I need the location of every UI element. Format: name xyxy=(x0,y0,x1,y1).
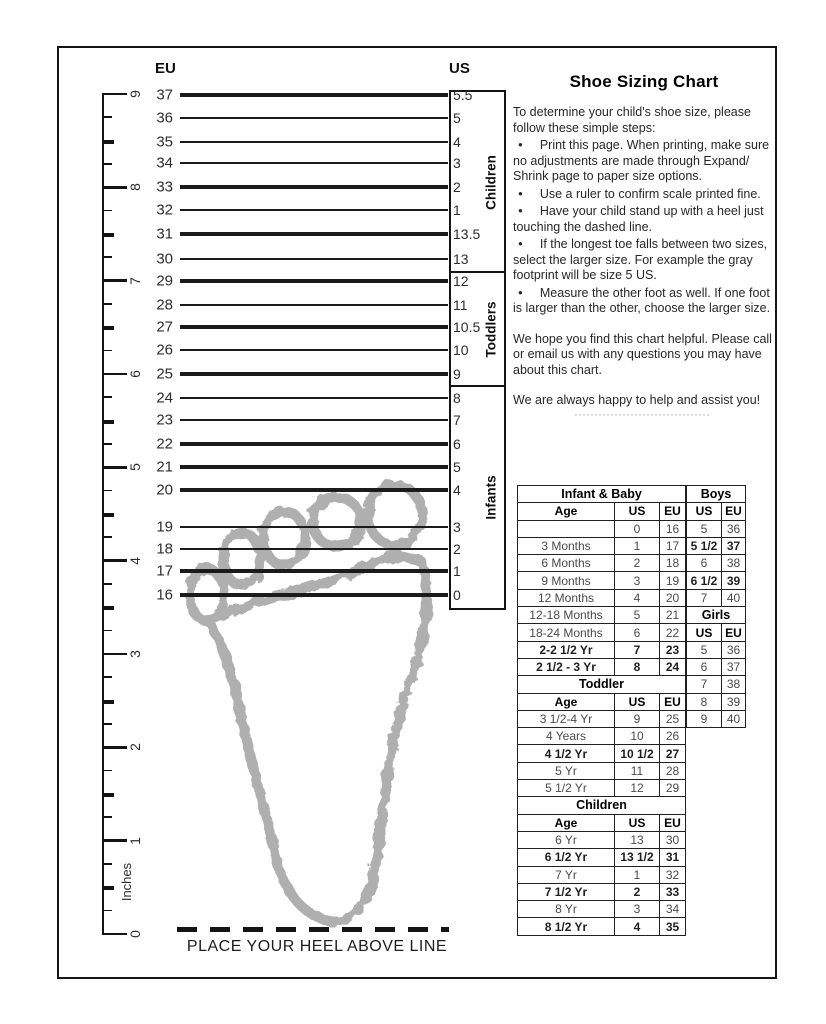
table-cell: 31 xyxy=(660,849,686,866)
table-cell: 22 xyxy=(660,624,686,641)
size-line-eu-20 xyxy=(180,488,448,492)
bullet-text: Measure the other foot as well. If one foot is larger than the other, choose the larger size. xyxy=(513,285,771,315)
eu-size-label: 36 xyxy=(156,109,173,127)
eu-size-label: 26 xyxy=(156,341,173,359)
eu-size-label: 34 xyxy=(156,154,173,172)
us-size-label: 13.5 xyxy=(453,226,481,242)
us-size-label: 2 xyxy=(453,179,461,195)
us-column-header: US xyxy=(449,60,470,77)
table-cell: 28 xyxy=(660,762,686,779)
us-size-label: 1 xyxy=(453,563,461,579)
bullet-dot-icon: ● xyxy=(518,206,523,215)
table-cell: 9 xyxy=(615,710,660,727)
ruler-number: 4 xyxy=(127,556,143,565)
table-section-title: Infant & Baby xyxy=(518,486,686,503)
table-section-title: Boys xyxy=(687,486,746,503)
eu-size-label: 16 xyxy=(156,586,173,604)
size-line-eu-33 xyxy=(180,185,448,189)
table-column-header: EU xyxy=(660,693,686,710)
eu-size-label: 22 xyxy=(156,435,173,453)
table-cell: 6 xyxy=(615,624,660,641)
size-line-eu-29 xyxy=(180,279,448,283)
bullet-dot-icon: ● xyxy=(518,188,523,198)
size-line-eu-35 xyxy=(180,141,448,143)
bullet-dot-icon: ● xyxy=(518,287,523,297)
bullet-dot-icon: ● xyxy=(518,140,523,149)
table-cell: 8 xyxy=(687,693,722,710)
table-cell: 4 Years xyxy=(518,728,615,745)
table-column-header: US xyxy=(687,624,722,641)
table-column-header: US xyxy=(615,503,660,520)
table-cell: 3 xyxy=(615,901,660,918)
us-size-label: 13 xyxy=(453,251,469,267)
table-cell: 6 Yr xyxy=(518,831,615,848)
table-cell: 38 xyxy=(722,555,746,572)
ruler-number: 3 xyxy=(127,650,143,658)
heel-instruction: PLACE YOUR HEEL ABOVE LINE xyxy=(186,938,448,955)
table-cell: 3 xyxy=(615,572,660,589)
table-cell: 17 xyxy=(660,537,686,554)
table-column-header: US xyxy=(615,814,660,831)
table-cell: 7 xyxy=(687,676,722,693)
table-cell: 38 xyxy=(722,676,746,693)
size-line-eu-26 xyxy=(180,349,448,351)
size-line-eu-28 xyxy=(180,304,448,306)
size-scale xyxy=(59,48,775,977)
ruler-number: 7 xyxy=(127,276,143,285)
closing-paragraph: We hope you find this chart helpful. Please call or email us with any questions you may have about this chart. xyxy=(513,331,772,377)
eu-size-label: 17 xyxy=(156,562,173,580)
size-line-eu-22 xyxy=(180,442,448,446)
us-size-label: 5 xyxy=(453,459,461,475)
table-cell: 7 Yr xyxy=(518,866,615,883)
page-title: Shoe Sizing Chart xyxy=(569,72,719,91)
table-cell: 36 xyxy=(722,641,746,658)
table-cell: 37 xyxy=(722,658,746,675)
table-cell: 8 Yr xyxy=(518,901,615,918)
us-size-label: 1 xyxy=(453,202,461,218)
size-line-eu-18 xyxy=(180,548,448,550)
eu-size-label: 19 xyxy=(156,518,173,536)
table-cell: 12 Months xyxy=(518,589,615,606)
table-cell: 10 xyxy=(615,728,660,745)
closing-paragraph: We are always happy to help and assist you! xyxy=(513,393,761,407)
table-cell: 33 xyxy=(660,883,686,900)
table-section-title: Girls xyxy=(687,607,746,624)
table-cell: 8 1/2 Yr xyxy=(518,918,615,935)
eu-size-label: 31 xyxy=(156,225,173,243)
table-cell: 3 Months xyxy=(518,537,615,554)
table-cell: 35 xyxy=(660,918,686,935)
size-line-eu-27 xyxy=(180,325,448,329)
table-column-header: US xyxy=(687,503,722,520)
table-cell: 24 xyxy=(660,658,686,675)
table-section-title: Toddler xyxy=(518,676,686,693)
eu-size-label: 20 xyxy=(156,481,173,499)
chart-frame xyxy=(57,46,777,979)
us-size-label: 10.5 xyxy=(453,319,481,335)
size-line-eu-34 xyxy=(180,162,448,164)
table-cell: 1 xyxy=(615,866,660,883)
table-cell: 7 1/2 Yr xyxy=(518,883,615,900)
table-cell: 6 Months xyxy=(518,555,615,572)
table-cell: 11 xyxy=(615,762,660,779)
eu-size-label: 35 xyxy=(156,133,173,151)
ruler-number: 0 xyxy=(127,930,143,938)
us-size-label: 3 xyxy=(453,519,461,535)
table-cell: 18 xyxy=(660,555,686,572)
table-cell: 9 Months xyxy=(518,572,615,589)
bullet-text: Have your child stand up with a heel just touching the dashed line. xyxy=(513,204,764,234)
table-cell: 5 xyxy=(687,641,722,658)
table-cell: 7 xyxy=(615,641,660,658)
heel-dashed-line xyxy=(177,927,449,932)
table-cell: 13 xyxy=(615,831,660,848)
table-column-header: Age xyxy=(518,814,615,831)
table-cell: 39 xyxy=(722,693,746,710)
table-cell: 12 xyxy=(615,780,660,797)
table-cell: 8 xyxy=(615,658,660,675)
size-line-eu-24 xyxy=(180,397,448,399)
table-cell: 34 xyxy=(660,901,686,918)
size-line-eu-31 xyxy=(180,232,448,236)
us-group-label-infants: Infants xyxy=(483,474,499,520)
eu-size-label: 18 xyxy=(156,540,173,558)
us-size-label: 8 xyxy=(453,390,461,406)
table-cell: 30 xyxy=(660,831,686,848)
eu-size-label: 33 xyxy=(156,178,173,196)
table-cell: 18-24 Months xyxy=(518,624,615,641)
ruler-number: 6 xyxy=(127,370,143,378)
table-cell: 21 xyxy=(660,607,686,624)
bullet-text: If the longest toe falls between two sizes, select the larger size. For example the gray footprint will be size 5 US. xyxy=(513,237,768,282)
table-cell: 39 xyxy=(722,572,746,589)
eu-size-label: 24 xyxy=(156,389,173,407)
table-cell: 4 xyxy=(615,589,660,606)
table-cell: 3 1/2-4 Yr xyxy=(518,710,615,727)
table-cell: 20 xyxy=(660,589,686,606)
us-group-label-children: Children xyxy=(483,154,499,210)
eu-size-label: 30 xyxy=(156,250,173,268)
table-cell: 40 xyxy=(722,589,746,606)
us-size-label: 3 xyxy=(453,155,461,171)
bullet-dot-icon: ● xyxy=(518,239,523,248)
size-line-eu-30 xyxy=(180,258,448,260)
table-cell: 4 1/2 Yr xyxy=(518,745,615,762)
size-line-eu-37 xyxy=(180,93,448,97)
size-line-eu-16 xyxy=(180,593,448,597)
size-line-eu-21 xyxy=(180,465,448,469)
size-line-eu-19 xyxy=(180,526,448,528)
eu-size-label: 27 xyxy=(156,318,173,336)
size-line-eu-23 xyxy=(180,419,448,421)
ruler-number: 2 xyxy=(127,743,143,752)
table-cell: 5 xyxy=(687,520,722,537)
us-size-label: 5 xyxy=(453,110,461,126)
bullet-text: Use a ruler to confirm scale printed fine. xyxy=(539,186,761,201)
table-column-header: Age xyxy=(518,503,615,520)
us-size-label: 2 xyxy=(453,541,461,557)
table-column-header: EU xyxy=(660,503,686,520)
ruler-number: 5 xyxy=(127,463,143,472)
table-cell: 36 xyxy=(722,520,746,537)
table-column-header: EU xyxy=(722,503,746,520)
table-cell: 29 xyxy=(660,780,686,797)
size-line-eu-17 xyxy=(180,569,448,573)
table-cell: 6 xyxy=(687,658,722,675)
us-size-label: 6 xyxy=(453,436,461,452)
us-size-label: 5.5 xyxy=(453,87,473,103)
us-size-label: 11 xyxy=(453,297,468,313)
table-cell: 5 1/2 Yr xyxy=(518,780,615,797)
table-cell: 2-2 1/2 Yr xyxy=(518,641,615,658)
eu-size-label: 25 xyxy=(156,365,173,383)
table-cell: 5 1/2 xyxy=(687,537,722,554)
table-cell: 6 xyxy=(687,555,722,572)
table-column-header: Age xyxy=(518,693,615,710)
us-size-label: 10 xyxy=(453,342,469,358)
table-cell: 10 1/2 xyxy=(615,745,660,762)
table-cell: 2 xyxy=(615,555,660,572)
eu-size-label: 37 xyxy=(156,86,173,104)
table-cell: 5 Yr xyxy=(518,762,615,779)
table-cell: 1 xyxy=(615,537,660,554)
table-cell: 9 xyxy=(687,710,722,727)
table-column-header: EU xyxy=(722,624,746,641)
table-cell: 32 xyxy=(660,866,686,883)
eu-size-label: 29 xyxy=(156,272,173,290)
table-cell: 27 xyxy=(660,745,686,762)
table-cell: 16 xyxy=(660,520,686,537)
ruler-number: 9 xyxy=(127,90,143,98)
table-cell: 2 xyxy=(615,883,660,900)
size-line-eu-25 xyxy=(180,372,448,376)
table-cell: 12-18 Months xyxy=(518,607,615,624)
table-cell: 0 xyxy=(615,520,660,537)
us-group-label-toddlers: Toddlers xyxy=(483,301,499,358)
eu-column-header: EU xyxy=(155,60,176,77)
eu-size-label: 28 xyxy=(156,296,173,314)
table-cell: 6 1/2 Yr xyxy=(518,849,615,866)
instructions-intro: To determine your child's shoe size, please follow these simple steps: xyxy=(513,105,751,135)
table-column-header: EU xyxy=(660,814,686,831)
table-cell: 19 xyxy=(660,572,686,589)
table-cell: 26 xyxy=(660,728,686,745)
table-cell: 25 xyxy=(660,710,686,727)
eu-size-label: 32 xyxy=(156,201,173,219)
us-size-label: 4 xyxy=(453,134,461,150)
table-cell: 37 xyxy=(722,537,746,554)
table-column-header: US xyxy=(615,693,660,710)
eu-size-label: 21 xyxy=(156,458,173,476)
bullet-text: Print this page. When printing, make sure no adjustments are made through Expand/ Shrink page to paper size options. xyxy=(513,138,770,183)
ruler-number: 8 xyxy=(127,183,143,192)
us-size-label: 7 xyxy=(453,412,461,428)
table-cell: 23 xyxy=(660,641,686,658)
table-cell: 2 1/2 - 3 Yr xyxy=(518,658,615,675)
us-size-label: 9 xyxy=(453,366,461,382)
table-section-title: Children xyxy=(518,797,686,814)
ruler-number: 1 xyxy=(127,836,143,845)
us-size-label: 12 xyxy=(453,273,469,289)
eu-size-label: 23 xyxy=(156,411,173,429)
us-size-label: 0 xyxy=(453,587,461,603)
table-cell: 5 xyxy=(615,607,660,624)
us-size-label: 4 xyxy=(453,482,461,498)
table-cell: 4 xyxy=(615,918,660,935)
table-cell: 6 1/2 xyxy=(687,572,722,589)
table-cell: 40 xyxy=(722,710,746,727)
size-line-eu-36 xyxy=(180,117,448,119)
size-line-eu-32 xyxy=(180,209,448,211)
table-cell: 13 1/2 xyxy=(615,849,660,866)
table-cell: 7 xyxy=(687,589,722,606)
ruler-unit-label: Inches xyxy=(119,862,134,902)
